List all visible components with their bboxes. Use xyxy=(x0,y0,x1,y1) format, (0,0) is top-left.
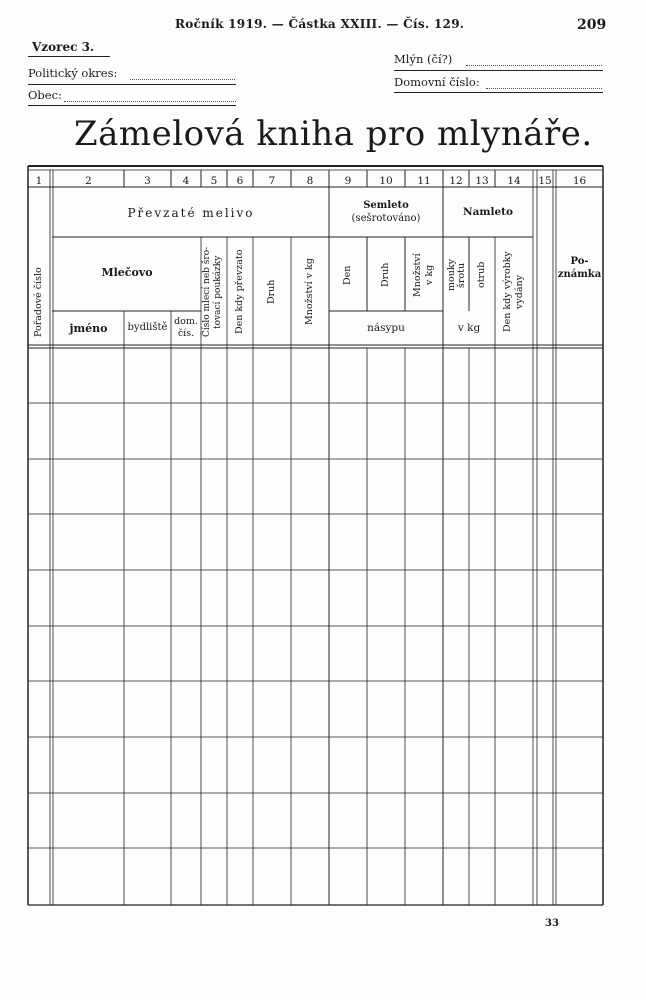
header-den-prevzato: Den kdy převzato xyxy=(234,249,245,335)
header-poznamka-1: Po- xyxy=(570,256,589,267)
header-mouky: mouky xyxy=(446,259,457,291)
header-v-kg-semleto: v kg xyxy=(424,264,435,286)
header-mnozstvi: Množství xyxy=(412,253,423,297)
header-otrub: otrub xyxy=(476,261,487,289)
obec-label: Obec: xyxy=(28,88,62,102)
header-srotu: šrotu xyxy=(456,262,467,288)
header-jmeno: jméno xyxy=(69,322,108,335)
politicky-okres-label: Politický okres: xyxy=(28,66,118,80)
header-den-vydany-2: vydány xyxy=(514,275,525,309)
header-v-kg-namleto: v kg xyxy=(457,322,481,334)
header-poznamka-2: známka xyxy=(557,269,602,280)
form-label: Vzorec 3. xyxy=(32,40,95,54)
header-sesrotovano: (sešrotováno) xyxy=(351,213,421,224)
col-number-6: 6 xyxy=(236,175,244,187)
header-cislo-poukazky-2: tovací poukázky xyxy=(213,255,223,329)
header-dom: dom. xyxy=(174,316,198,327)
page-title: Zámelová kniha pro mlynáře. xyxy=(74,114,593,154)
col-number-15: 15 xyxy=(538,175,552,187)
header-bydliste: bydliště xyxy=(127,322,168,333)
header-semleto: Semleto xyxy=(363,200,409,211)
col-number-7: 7 xyxy=(268,175,276,187)
col-number-1: 1 xyxy=(35,175,43,187)
col-number-5: 5 xyxy=(210,175,218,187)
col-number-13: 13 xyxy=(475,175,489,187)
header-cislo-poukazky-1: Číslo mlecí neb šro- xyxy=(202,246,212,338)
col-number-9: 9 xyxy=(344,175,352,187)
col-number-4: 4 xyxy=(182,175,190,187)
col-number-12: 12 xyxy=(449,175,463,187)
col-number-2: 2 xyxy=(85,175,92,187)
printer-signature: 33 xyxy=(545,918,559,929)
header-druh-semleto: Druh xyxy=(380,262,391,288)
domovni-cislo-label: Domovní číslo: xyxy=(394,75,480,89)
header-den-vydany-1: Den kdy výrobky xyxy=(502,251,513,333)
col-number-11: 11 xyxy=(417,175,431,187)
col-number-10: 10 xyxy=(379,175,393,187)
col-number-14: 14 xyxy=(507,175,521,187)
header-mlecovo: Mlečovo xyxy=(101,266,153,279)
header-druh: Druh xyxy=(266,279,277,305)
header-prevzate-melivo: Převzaté melivo xyxy=(127,206,255,220)
page-number: 209 xyxy=(577,17,607,33)
col-number-3: 3 xyxy=(144,175,151,187)
header-den: Den xyxy=(342,265,353,285)
header-nasypu: násypu xyxy=(367,322,405,334)
header-cis: čís. xyxy=(177,328,195,339)
header-namleto: Namleto xyxy=(462,206,514,218)
mlyn-label: Mlýn (čí?) xyxy=(394,52,453,66)
col-number-8: 8 xyxy=(306,175,314,187)
header-poradove-cislo: Pořadové číslo xyxy=(33,267,44,337)
running-head: Ročník 1919. — Částka XXIII. — Čís. 129. xyxy=(175,17,465,31)
header-mnozstvi-kg: Množství v kg xyxy=(304,258,315,326)
col-number-16: 16 xyxy=(572,175,587,187)
